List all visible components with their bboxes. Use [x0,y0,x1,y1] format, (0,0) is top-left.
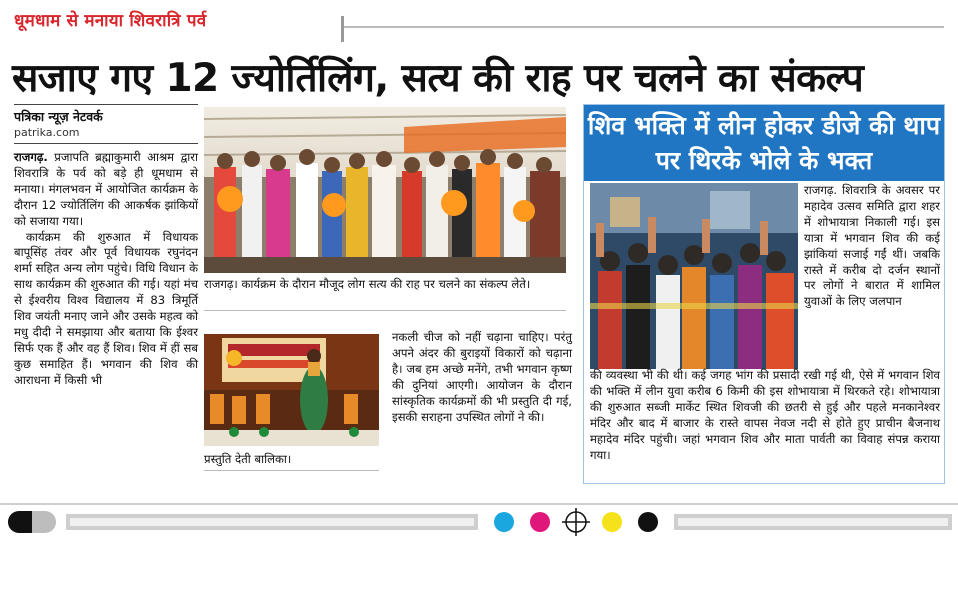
crosshair-target-icon [562,508,590,536]
performance-photo-caption: प्रस्तुति देती बालिका। [204,452,292,466]
sidebar-text-bottom: की व्यवस्था भी की थी। कई जगह भांग की प्रसादी रखी गई थी, ऐसे में भगवान शिव की भक्ति में लीन युवा करीब 6 किमी की इस शोभायात्रा में थिरकते रहे। शोभायात्रा की शुरुआत सब्जी मार्केट स्थित शिवजी की छतरी से हुई और पहले मनकानेश्वर मंदिर और बाद में बाजार के रास्ते वापस नेवज नदी से होते हुए प्राचीन बैजनाथ महादेव मंदिर पहुंची। जहां भगवान शिव और माता पार्वती का विवाह संपन्न कराया गया। [590,368,940,462]
article-paragraph-1 [14,150,198,230]
performance-photo-graphic [204,334,379,446]
kicker-rule [344,26,944,28]
byline-agency: पत्रिका न्यूज़ नेटवर्क [14,109,103,124]
procession-photo-graphic [590,183,798,369]
black-dot [638,512,658,532]
caption-rule-2 [204,470,379,471]
procession-photo [590,183,798,369]
magenta-dot [530,512,550,532]
byline-rule-bottom [14,143,198,144]
crowd-photo [204,107,566,273]
sidebar-headline: शिव भक्ति में लीन होकर डीजे की थाप पर थिरके भोले के भक्त [584,105,944,181]
crowd-photo-caption: राजगढ़। कार्यक्रम के दौरान मौजूद लोग सत्य की राह पर चलने का संकल्प लेते। [204,277,531,291]
article-column-1 [14,150,198,389]
performance-photo [204,334,379,446]
article-paragraph-1-text: प्रजापति ब्रह्माकुमारी आश्रम द्वारा शिवरात्रि के पर्व को बड़े ही धूमधाम से मनाया। मंगलभवन में आयोजित कार्यक्रम के दौरान 12 ज्योर्तिलिंग की आकर्षक झांकियों को सजाया गया। [14,150,198,228]
yellow-dot [602,512,622,532]
article-column-3: नकली चीज को नहीं चढ़ाना चाहिए। परंतु अपने अंदर की बुराइयों विकारों को चढ़ाना है। जब हम अच्छे मनेंगे, तभी भगवान कृष्ण की दुनियां आएगी। आयोजन के दौरान सांस्कृतिक कार्यक्रमों की भी प्रस्तुति दी गई, इसकी सराहना उपस्थित लोगों ने की। [392,330,572,424]
cyan-dot [494,512,514,532]
article-dateline: राजगढ़. [14,150,48,164]
caption-rule [204,310,566,311]
registration-gray-strip-right-inner [678,518,948,526]
byline-site: patrika.com [14,126,80,139]
print-registration-bar [0,503,958,539]
registration-rule [0,503,958,505]
byline-rule-top [14,104,198,105]
article-paragraph-2: कार्यक्रम की शुरुआत में विधायक बापूसिंह तंवर और पूर्व विधायक रघुनंदन शर्मा सहित अन्य लोग पहुंचे। विधि विधान के साथ कार्यक्रम की शुरुआत की गई। यहां मंच से ईश्वरीय विश्व विद्यालय में 83 त्रिमूर्ति शिव जयंती मनाए जाने और उसके महत्व को मधु दीदी ने समझाया और बताया कि ईश्वर सिर्फ एक हैं और वह हैं शिव। शिव में हीं सब कुछ समाहित हैं। भगवान की शिव की आराधना में किसी भी [14,229,198,387]
page-headline: सजाए गए 12 ज्योर्तिलिंग, सत्य की राह पर चलने का संकल्प [12,56,864,101]
crowd-photo-graphic [204,107,566,273]
sidebar-text-right: राजगढ़. शिवरात्रि के अवसर पर महादेव उत्सव समिति द्वारा शहर में शोभायात्रा निकाली गई। इस यात्रा में भगवान शिव की कई झांकियां सजाई गईं थीं। जबकि रास्ते में करीब दो दर्जन स्थानों पर लोगों ने बारात में शामिल युवाओं के लिए जलपान [804,183,940,309]
registration-gray-strip-left-inner [70,518,474,526]
kicker-divider [341,16,344,42]
section-kicker: धूमधाम से मनाया शिवरात्रि पर्व [14,11,207,31]
registration-capsule [8,511,56,533]
